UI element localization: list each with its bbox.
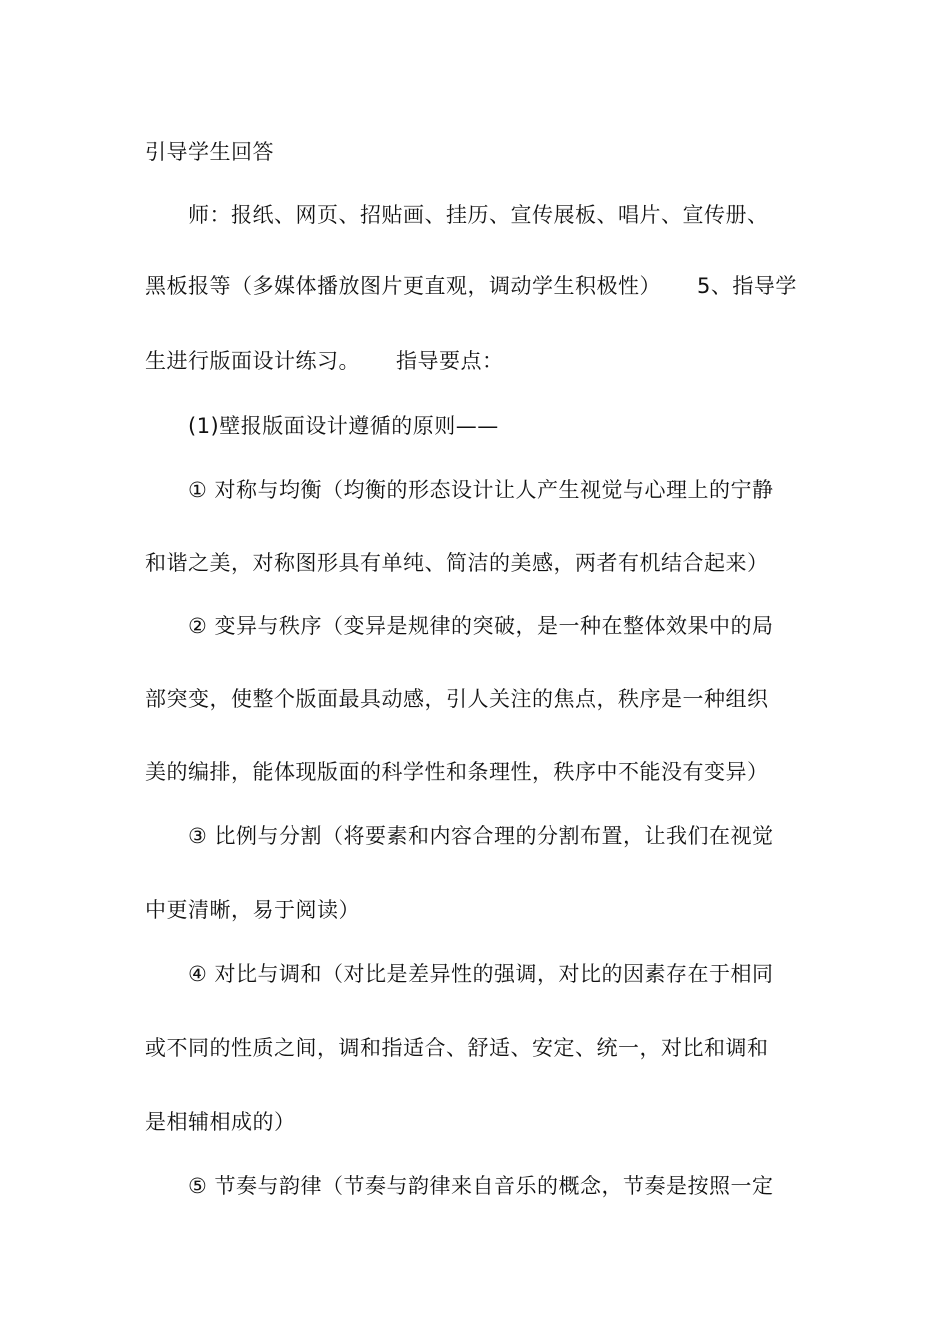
text-line: ② 变异与秩序（变异是规律的突破，是一种在整体效果中的局 (188, 614, 774, 638)
text-line (145, 346, 504, 376)
text-line: ⑤ 节奏与韵律（节奏与韵律来自音乐的概念，节奏是按照一定 (188, 1174, 774, 1198)
text-line: ③ 比例与分割（将要素和内容合理的分割布置，让我们在视觉 (188, 824, 774, 848)
text-segment: 指导要点： (396, 349, 504, 373)
text-line (145, 271, 797, 301)
text-line: 师：报纸、网页、招贴画、挂历、宣传展板、唱片、宣传册、 (188, 203, 769, 227)
text-line: ① 对称与均衡（均衡的形态设计让人产生视觉与心理上的宁静 (188, 478, 774, 502)
text-line: 是相辅相成的） (145, 1110, 296, 1134)
text-line: 或不同的性质之间，调和指适合、舒适、安定、统一，对比和调和 (145, 1036, 769, 1060)
text-line: 美的编排，能体现版面的科学性和条理性，秩序中不能没有变异） (145, 760, 769, 784)
text-line: 部突变，使整个版面最具动感，引人关注的焦点，秩序是一种组织 (145, 687, 769, 711)
text-segment: 黑板报等（多媒体播放图片更直观，调动学生积极性） (145, 274, 661, 298)
text-segment: 生进行版面设计练习。 (145, 349, 360, 373)
text-line: 中更清晰，易于阅读） (145, 898, 360, 922)
text-line: (1)壁报版面设计遵循的原则—— (188, 414, 499, 438)
text-line: ④ 对比与调和（对比是差异性的强调，对比的因素存在于相同 (188, 962, 774, 986)
text-segment: 5、指导学 (697, 274, 797, 298)
text-line: 和谐之美，对称图形具有单纯、简洁的美感，两者有机结合起来） (145, 551, 769, 575)
text-line: 引导学生回答 (145, 140, 274, 164)
